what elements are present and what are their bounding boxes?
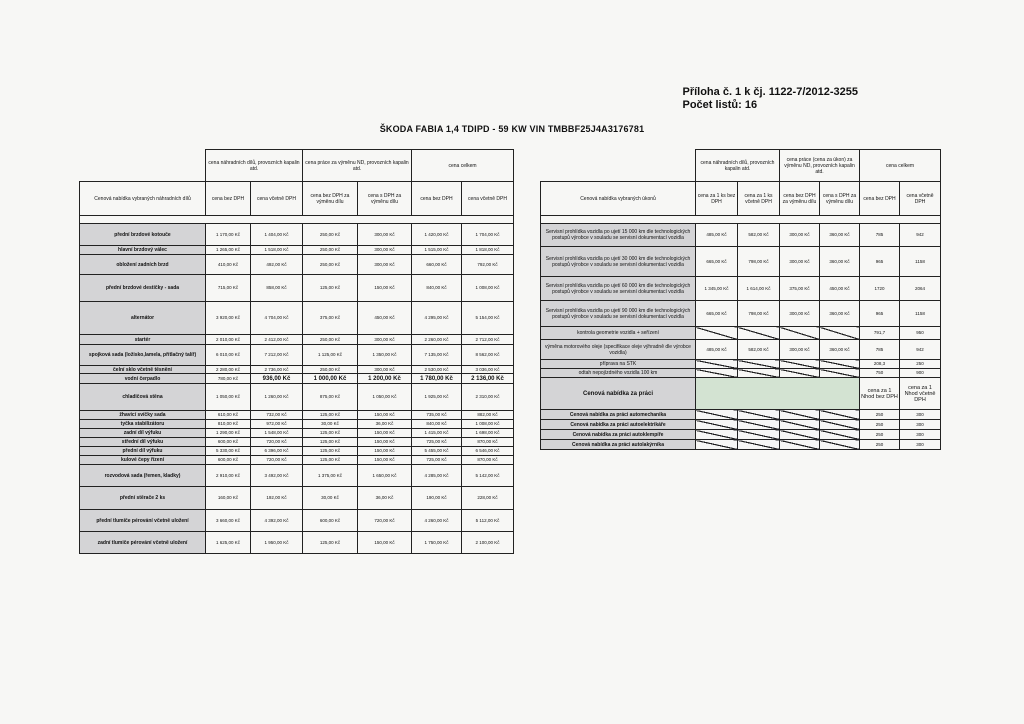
price-cell: 36,00 Kč bbox=[358, 487, 412, 510]
price-cell: 725,00 Kč bbox=[412, 438, 462, 447]
price-cell: 798,00 Kč bbox=[738, 301, 780, 327]
not-applicable-cell bbox=[738, 327, 780, 340]
price-cell: 1 265,00 Kč bbox=[206, 246, 251, 255]
price-cell: 450,00 Kč bbox=[358, 302, 412, 335]
price-cell: 300,00 Kč bbox=[780, 301, 820, 327]
table-row bbox=[541, 247, 941, 277]
price-cell: 1 614,00 Kč bbox=[738, 277, 780, 301]
price-cell: 858,00 Kč bbox=[251, 275, 303, 302]
price-cell: 1 125,00 Kč bbox=[303, 345, 358, 366]
price-cell: 5 455,00 Kč bbox=[412, 447, 462, 456]
price-cell: 125,00 Kč bbox=[303, 275, 358, 302]
price-cell: 582,00 Kč bbox=[738, 340, 780, 360]
not-applicable-cell bbox=[696, 420, 738, 430]
table-row bbox=[80, 335, 514, 345]
price-cell: 250,00 Kč bbox=[303, 246, 358, 255]
price-cell: 300,00 Kč bbox=[780, 247, 820, 277]
price-cell: 942 bbox=[900, 224, 941, 247]
service-name-cell: Servisní prohlídka vozidla po ujetí 30 000 km dle technologických postupů výrobce v souladu se servisní dokumentací vozidla bbox=[541, 247, 696, 277]
price-cell: 150,00 Kč bbox=[358, 411, 412, 420]
price-cell: 965 bbox=[860, 247, 900, 277]
group-header: cena náhradních dílů, provozních kapalin atd. bbox=[696, 150, 780, 182]
price-cell: 300 bbox=[900, 430, 941, 440]
price-cell: 208,3 bbox=[860, 360, 900, 369]
price-cell: 300 bbox=[900, 440, 941, 450]
price-cell: 660,00 Kč bbox=[412, 255, 462, 275]
table-row bbox=[80, 374, 514, 384]
price-cell: 942 bbox=[900, 340, 941, 360]
price-cell: 300,00 Kč bbox=[358, 335, 412, 345]
offer-blank-area bbox=[696, 378, 860, 410]
not-applicable-cell bbox=[820, 420, 860, 430]
price-cell: 1 780,00 Kč bbox=[412, 374, 462, 384]
table-row bbox=[80, 302, 514, 335]
group-header: cena náhradních dílů, provozních kapalin atd. bbox=[206, 150, 303, 182]
part-name-cell: přední brzdové kotouče bbox=[80, 224, 206, 246]
price-cell: 300,00 Kč bbox=[780, 340, 820, 360]
not-applicable-cell bbox=[696, 369, 738, 378]
not-applicable-cell bbox=[696, 440, 738, 450]
price-cell: 810,00 Kč bbox=[206, 420, 251, 429]
price-cell: 125,00 Kč bbox=[303, 456, 358, 465]
price-cell: 3 920,00 Kč bbox=[206, 302, 251, 335]
price-cell: 300 bbox=[900, 420, 941, 430]
column-header: cena včetně DPH bbox=[462, 182, 514, 216]
price-cell: 125,00 Kč bbox=[303, 438, 358, 447]
part-name-cell: zadní tlumiče pérování včetně uložení bbox=[80, 532, 206, 554]
table-header-row bbox=[541, 182, 941, 216]
not-applicable-cell bbox=[738, 440, 780, 450]
service-name-cell: výměna motorového oleje (specifikace oleje výhradně dle výrobce vozidla) bbox=[541, 340, 696, 360]
price-cell: 1 420,00 Kč bbox=[412, 224, 462, 246]
price-cell: 150,00 Kč bbox=[358, 447, 412, 456]
offer-row bbox=[541, 420, 941, 430]
price-cell: 250,00 Kč bbox=[303, 366, 358, 374]
column-header: cena včetně DPH bbox=[900, 182, 941, 216]
not-applicable-cell bbox=[820, 410, 860, 420]
not-applicable-cell bbox=[738, 430, 780, 440]
price-cell: 1158 bbox=[900, 247, 941, 277]
price-cell: 1 518,00 Kč bbox=[251, 246, 303, 255]
price-cell: 125,00 Kč bbox=[303, 447, 358, 456]
price-cell: 4 295,00 Kč bbox=[412, 302, 462, 335]
price-cell: 720,00 Kč bbox=[251, 438, 303, 447]
price-cell: 300,00 Kč bbox=[358, 246, 412, 255]
price-cell: 610,00 Kč bbox=[206, 411, 251, 420]
price-cell: 228,00 Kč bbox=[462, 487, 514, 510]
offer-name-cell: Cenová nabídka za práci autoelektrikáře bbox=[541, 420, 696, 430]
price-cell: 936,00 Kč bbox=[251, 374, 303, 384]
price-cell: 7 135,00 Kč bbox=[412, 345, 462, 366]
price-cell: 250,00 Kč bbox=[303, 335, 358, 345]
not-applicable-cell bbox=[820, 327, 860, 340]
price-cell: 3 660,00 Kč bbox=[206, 510, 251, 532]
price-cell: 6 546,00 Kč bbox=[462, 447, 514, 456]
document-title: ŠKODA FABIA 1,4 TDIPD - 59 KW VIN TMBBF25J4A3176781 bbox=[379, 124, 645, 134]
price-cell: 375,00 Kč bbox=[780, 277, 820, 301]
not-applicable-cell bbox=[780, 327, 820, 340]
price-cell: 2 280,00 Kč bbox=[206, 366, 251, 374]
price-cell: 1 260,00 Kč bbox=[251, 384, 303, 411]
group-header: cena celkem bbox=[860, 150, 941, 182]
price-cell: 1 625,00 Kč bbox=[206, 532, 251, 554]
service-name-cell: kontrola geometrie vozidla + seřízení bbox=[541, 327, 696, 340]
price-cell: 250 bbox=[860, 430, 900, 440]
price-cell: 840,00 Kč bbox=[412, 275, 462, 302]
price-cell: 300,00 Kč bbox=[358, 224, 412, 246]
price-cell: 785 bbox=[860, 224, 900, 247]
price-cell: 450,00 Kč bbox=[820, 277, 860, 301]
price-cell: 792,00 Kč bbox=[462, 255, 514, 275]
price-cell: 2 530,00 Kč bbox=[412, 366, 462, 374]
price-cell: 798,00 Kč bbox=[738, 247, 780, 277]
not-applicable-cell bbox=[820, 369, 860, 378]
part-name-cell: přední brzdové destičky - sada bbox=[80, 275, 206, 302]
table-row bbox=[80, 510, 514, 532]
price-cell: 732,00 Kč bbox=[251, 411, 303, 420]
price-cell: 30,00 Kč bbox=[303, 487, 358, 510]
price-cell: 2064 bbox=[900, 277, 941, 301]
price-cell: 715,00 Kč bbox=[206, 275, 251, 302]
price-cell: 1 290,00 Kč bbox=[206, 429, 251, 438]
part-name-cell: zadní díl výfuku bbox=[80, 429, 206, 438]
price-cell: 410,00 Kč bbox=[206, 255, 251, 275]
price-cell: 2 010,00 Kč bbox=[206, 335, 251, 345]
not-applicable-cell bbox=[820, 440, 860, 450]
group-header: cena práce (cena za úkon) za výměnu ND, provozních kapalin atd. bbox=[780, 150, 860, 182]
price-cell: 2 100,00 Kč bbox=[462, 532, 514, 554]
price-cell: 2 260,00 Kč bbox=[412, 335, 462, 345]
not-applicable-cell bbox=[820, 430, 860, 440]
price-cell: 875,00 Kč bbox=[303, 384, 358, 411]
price-cell: 2 136,00 Kč bbox=[462, 374, 514, 384]
price-cell: 150,00 Kč bbox=[358, 532, 412, 554]
table-row bbox=[541, 369, 941, 378]
table-row bbox=[80, 366, 514, 374]
offer-row bbox=[541, 430, 941, 440]
price-cell: 972,00 Kč bbox=[251, 420, 303, 429]
offer-row bbox=[541, 440, 941, 450]
price-cell: 950 bbox=[900, 327, 941, 340]
group-header: cena celkem bbox=[412, 150, 514, 182]
offer-name-cell: Cenová nabídka za práci automechanika bbox=[541, 410, 696, 420]
table-row bbox=[80, 438, 514, 447]
price-cell: 150,00 Kč bbox=[358, 429, 412, 438]
column-header: cena bez DPH za výměnu dílu bbox=[303, 182, 358, 216]
price-cell: 125,00 Kč bbox=[303, 411, 358, 420]
not-applicable-cell bbox=[738, 410, 780, 420]
price-cell: 2 736,00 Kč bbox=[251, 366, 303, 374]
price-cell: 600,00 Kč bbox=[303, 510, 358, 532]
price-cell: 5 112,00 Kč bbox=[462, 510, 514, 532]
price-cell: 250 bbox=[860, 410, 900, 420]
price-cell: 882,00 Kč bbox=[462, 411, 514, 420]
table-row bbox=[80, 345, 514, 366]
part-name-cell: střední díl výfuku bbox=[80, 438, 206, 447]
price-cell: 250 bbox=[860, 420, 900, 430]
column-header: cena bez DPH bbox=[412, 182, 462, 216]
price-cell: 300 bbox=[900, 410, 941, 420]
attachment-reference: Příloha č. 1 k čj. 1122-7/2012-3255 bbox=[682, 86, 858, 98]
offer-header-row bbox=[541, 378, 941, 410]
table-row bbox=[80, 224, 514, 246]
price-cell: 2 712,00 Kč bbox=[462, 335, 514, 345]
table-row bbox=[80, 532, 514, 554]
price-cell: 1 345,00 Kč bbox=[696, 277, 738, 301]
page-count: Počet listů: 16 bbox=[682, 99, 758, 111]
price-cell: 375,00 Kč bbox=[303, 302, 358, 335]
price-cell: 1 050,00 Kč bbox=[358, 384, 412, 411]
price-cell: 4 392,00 Kč bbox=[251, 510, 303, 532]
price-cell: 1 404,00 Kč bbox=[251, 224, 303, 246]
table-spacer-row bbox=[80, 216, 514, 224]
price-cell: 780,00 Kč bbox=[206, 374, 251, 384]
price-cell: 1 008,00 Kč bbox=[462, 420, 514, 429]
not-applicable-cell bbox=[738, 360, 780, 369]
not-applicable-cell bbox=[820, 360, 860, 369]
price-cell: 1720 bbox=[860, 277, 900, 301]
price-cell: 4 704,00 Kč bbox=[251, 302, 303, 335]
price-cell: 750 bbox=[860, 369, 900, 378]
offer-label: Cenová nabídka za práci bbox=[541, 378, 696, 410]
column-header: cena za 1 Nhod včetně DPH bbox=[900, 378, 941, 410]
price-cell: 30,00 Kč bbox=[303, 420, 358, 429]
price-cell: 1158 bbox=[900, 301, 941, 327]
price-cell: 250 bbox=[860, 440, 900, 450]
not-applicable-cell bbox=[780, 430, 820, 440]
price-cell: 1 415,00 Kč bbox=[412, 429, 462, 438]
service-name-cell: příprava na STK bbox=[541, 360, 696, 369]
column-header: cena za 1 Nhod bez DPH bbox=[860, 378, 900, 410]
price-cell: 582,00 Kč bbox=[738, 224, 780, 247]
price-cell: 5 330,00 Kč bbox=[206, 447, 251, 456]
price-cell: 791,7 bbox=[860, 327, 900, 340]
offer-name-cell: Cenová nabídka za práci autolakýrníka bbox=[541, 440, 696, 450]
price-cell: 665,00 Kč bbox=[696, 247, 738, 277]
price-cell: 1 200,00 Kč bbox=[358, 374, 412, 384]
price-cell: 4 285,00 Kč bbox=[412, 465, 462, 487]
table-row bbox=[80, 429, 514, 438]
column-header: cena bez DPH za výměnu dílu bbox=[780, 182, 820, 216]
table-row bbox=[80, 246, 514, 255]
part-name-cell: chladičová stěna bbox=[80, 384, 206, 411]
services-table bbox=[540, 149, 941, 450]
price-cell: 150,00 Kč bbox=[358, 456, 412, 465]
part-name-cell: čelní sklo včetně těsnění bbox=[80, 366, 206, 374]
price-cell: 6 396,00 Kč bbox=[251, 447, 303, 456]
table-row bbox=[541, 360, 941, 369]
table-row bbox=[80, 456, 514, 465]
price-cell: 1 515,00 Kč bbox=[412, 246, 462, 255]
price-cell: 190,00 Kč bbox=[412, 487, 462, 510]
price-cell: 300,00 Kč bbox=[780, 224, 820, 247]
price-cell: 250 bbox=[900, 360, 941, 369]
table-row bbox=[80, 420, 514, 429]
not-applicable-cell bbox=[696, 410, 738, 420]
not-applicable-cell bbox=[780, 360, 820, 369]
table-row bbox=[80, 255, 514, 275]
table-row bbox=[80, 465, 514, 487]
table-row bbox=[541, 301, 941, 327]
part-name-cell: startér bbox=[80, 335, 206, 345]
not-applicable-cell bbox=[738, 420, 780, 430]
table-row bbox=[80, 411, 514, 420]
price-cell: 300,00 Kč bbox=[358, 366, 412, 374]
part-name-cell: vodní čerpadlo bbox=[80, 374, 206, 384]
price-cell: 1 750,00 Kč bbox=[412, 532, 462, 554]
price-cell: 5 142,00 Kč bbox=[462, 465, 514, 487]
column-header: cena bez DPH bbox=[860, 182, 900, 216]
price-cell: 4 260,00 Kč bbox=[412, 510, 462, 532]
price-cell: 3 036,00 Kč bbox=[462, 366, 514, 374]
price-cell: 1 704,00 Kč bbox=[462, 224, 514, 246]
price-cell: 300,00 Kč bbox=[358, 255, 412, 275]
price-cell: 870,00 Kč bbox=[462, 438, 514, 447]
price-cell: 1 050,00 Kč bbox=[206, 384, 251, 411]
table-header-row bbox=[80, 182, 514, 216]
table-group-header-row bbox=[80, 150, 514, 182]
table-spacer-row bbox=[541, 216, 941, 224]
price-cell: 360,00 Kč bbox=[820, 224, 860, 247]
price-cell: 870,00 Kč bbox=[462, 456, 514, 465]
not-applicable-cell bbox=[780, 410, 820, 420]
price-cell: 150,00 Kč bbox=[358, 438, 412, 447]
not-applicable-cell bbox=[780, 420, 820, 430]
part-name-cell: rozvodová sada (řemen, kladky) bbox=[80, 465, 206, 487]
price-cell: 6 010,00 Kč bbox=[206, 345, 251, 366]
price-cell: 2 910,00 Kč bbox=[206, 465, 251, 487]
price-cell: 1 548,00 Kč bbox=[251, 429, 303, 438]
part-name-cell: obložení zadních brzd bbox=[80, 255, 206, 275]
service-name-cell: Servisní prohlídka vozidla po ujetí 15 000 km dle technologických postupů výrobce v souladu se servisní dokumentací vozidla bbox=[541, 224, 696, 247]
spare-parts-table bbox=[79, 149, 514, 554]
service-name-cell: Servisní prohlídka vozidla po ujetí 90 000 km dle technologických postupů výrobce v souladu se servisní dokumentací vozidla bbox=[541, 301, 696, 327]
price-cell: 485,00 Kč bbox=[696, 224, 738, 247]
column-header: cena za 1 ks bez DPH bbox=[696, 182, 738, 216]
price-cell: 1 698,00 Kč bbox=[462, 429, 514, 438]
group-header: cena práce za výměnu ND, provozních kapalin atd. bbox=[303, 150, 412, 182]
table-row bbox=[541, 327, 941, 340]
column-header: cena s DPH za výměnu dílu bbox=[358, 182, 412, 216]
part-name-cell: žhavicí svíčky sada bbox=[80, 411, 206, 420]
document-header bbox=[682, 86, 858, 112]
part-name-cell: hlavní brzdový válec bbox=[80, 246, 206, 255]
part-name-cell: přední tlumiče pérování včetně uložení bbox=[80, 510, 206, 532]
price-cell: 665,00 Kč bbox=[696, 301, 738, 327]
price-cell: 3 492,00 Kč bbox=[251, 465, 303, 487]
part-name-cell: přední díl výfuku bbox=[80, 447, 206, 456]
table-row bbox=[541, 340, 941, 360]
part-name-cell: kulové čepy řízení bbox=[80, 456, 206, 465]
price-cell: 36,00 Kč bbox=[358, 420, 412, 429]
table-row bbox=[80, 384, 514, 411]
column-header: cena bez DPH bbox=[206, 182, 251, 216]
table-row bbox=[80, 447, 514, 456]
part-name-cell: alternátor bbox=[80, 302, 206, 335]
price-cell: 965 bbox=[860, 301, 900, 327]
not-applicable-cell bbox=[780, 369, 820, 378]
price-cell: 8 562,00 Kč bbox=[462, 345, 514, 366]
service-name-cell: odtah nepojízdného vozidla 100 km bbox=[541, 369, 696, 378]
price-cell: 1 950,00 Kč bbox=[251, 532, 303, 554]
not-applicable-cell bbox=[696, 430, 738, 440]
not-applicable-cell bbox=[738, 369, 780, 378]
table-row bbox=[541, 277, 941, 301]
price-cell: 1 000,00 Kč bbox=[303, 374, 358, 384]
column-header: cena včetně DPH bbox=[251, 182, 303, 216]
service-name-cell: Servisní prohlídka vozidla po ujetí 60 000 km dle technologických postupů výrobce v souladu se servisní dokumentací vozidla bbox=[541, 277, 696, 301]
price-cell: 360,00 Kč bbox=[820, 340, 860, 360]
price-cell: 1 925,00 Kč bbox=[412, 384, 462, 411]
price-cell: 360,00 Kč bbox=[820, 301, 860, 327]
price-cell: 720,00 Kč bbox=[251, 456, 303, 465]
price-cell: 900 bbox=[900, 369, 941, 378]
not-applicable-cell bbox=[696, 327, 738, 340]
price-cell: 250,00 Kč bbox=[303, 255, 358, 275]
column-header: cena s DPH za výměnu dílu bbox=[820, 182, 860, 216]
price-cell: 360,00 Kč bbox=[820, 247, 860, 277]
price-cell: 5 154,00 Kč bbox=[462, 302, 514, 335]
price-cell: 600,00 Kč bbox=[206, 456, 251, 465]
price-cell: 485,00 Kč bbox=[696, 340, 738, 360]
table-group-header-row bbox=[541, 150, 941, 182]
price-cell: 160,00 Kč bbox=[206, 487, 251, 510]
price-cell: 1 650,00 Kč bbox=[358, 465, 412, 487]
price-cell: 735,00 Kč bbox=[412, 411, 462, 420]
price-cell: 492,00 Kč bbox=[251, 255, 303, 275]
price-cell: 1 350,00 Kč bbox=[358, 345, 412, 366]
price-cell: 1 170,00 Kč bbox=[206, 224, 251, 246]
price-cell: 125,00 Kč bbox=[303, 532, 358, 554]
price-cell: 1 375,00 Kč bbox=[303, 465, 358, 487]
not-applicable-cell bbox=[780, 440, 820, 450]
price-cell: 785 bbox=[860, 340, 900, 360]
part-name-cell: tyčka stabilizátoru bbox=[80, 420, 206, 429]
price-cell: 192,00 Kč bbox=[251, 487, 303, 510]
price-cell: 725,00 Kč bbox=[412, 456, 462, 465]
column-header: Cenová nabídka vybraných úkonů bbox=[541, 182, 696, 216]
price-cell: 250,00 Kč bbox=[303, 224, 358, 246]
offer-row bbox=[541, 410, 941, 420]
price-cell: 840,00 Kč bbox=[412, 420, 462, 429]
price-cell: 1 008,00 Kč bbox=[462, 275, 514, 302]
part-name-cell: přední stěrače 2 ks bbox=[80, 487, 206, 510]
not-applicable-cell bbox=[696, 360, 738, 369]
part-name-cell: spojková sada (ložisko,lamela, přítlačný talíř) bbox=[80, 345, 206, 366]
price-cell: 1 818,00 Kč bbox=[462, 246, 514, 255]
price-cell: 2 412,00 Kč bbox=[251, 335, 303, 345]
offer-name-cell: Cenová nabídka za práci autoklempíře bbox=[541, 430, 696, 440]
price-cell: 7 212,00 Kč bbox=[251, 345, 303, 366]
price-cell: 2 310,00 Kč bbox=[462, 384, 514, 411]
price-cell: 600,00 Kč bbox=[206, 438, 251, 447]
price-cell: 150,00 Kč bbox=[358, 275, 412, 302]
table-row bbox=[541, 224, 941, 247]
column-header: cena za 1 ks včetně DPH bbox=[738, 182, 780, 216]
price-cell: 720,00 Kč bbox=[358, 510, 412, 532]
table-row bbox=[80, 487, 514, 510]
table-row bbox=[80, 275, 514, 302]
price-cell: 125,00 Kč bbox=[303, 429, 358, 438]
column-header: Cenová nabídka vybraných náhradních dílů bbox=[80, 182, 206, 216]
